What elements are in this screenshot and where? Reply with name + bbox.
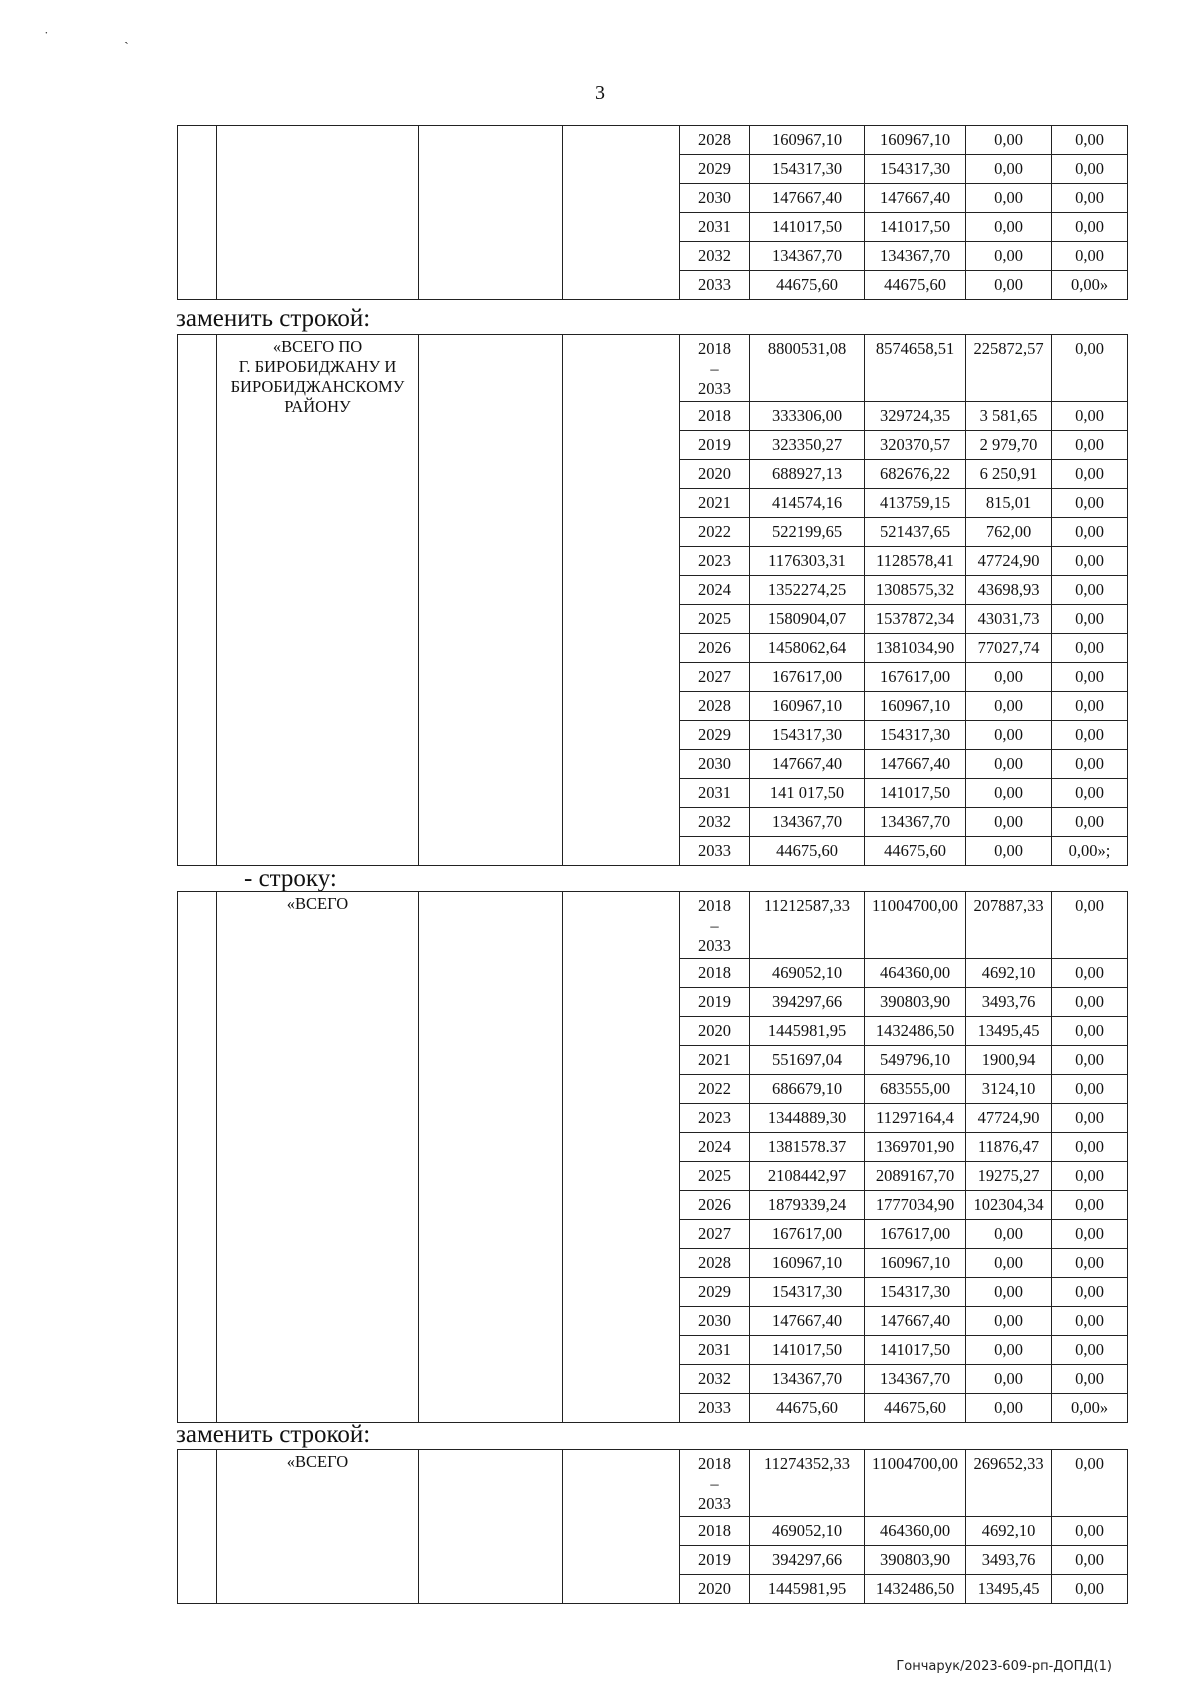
federal-amount-cell: 44675,60	[865, 1394, 966, 1423]
federal-amount-cell: 390803,90	[865, 988, 966, 1017]
total-amount-cell: 8800531,08	[750, 335, 865, 402]
source-cell	[563, 892, 680, 1423]
year-cell: 2021	[680, 1046, 750, 1075]
federal-amount-cell: 390803,90	[865, 1546, 966, 1575]
regional-amount-cell: 47724,90	[966, 547, 1052, 576]
year-range-part: 2018	[698, 339, 731, 358]
regional-amount-cell: 0,00	[966, 126, 1052, 155]
federal-amount-cell: 1308575,32	[865, 576, 966, 605]
year-cell: 2022	[680, 518, 750, 547]
federal-amount-cell: 11004700,00	[865, 892, 966, 959]
year-range-cell	[680, 892, 750, 959]
table-row-period-total	[178, 1450, 1128, 1517]
budget-table-fragment	[177, 125, 1128, 300]
federal-amount-cell: 1128578,41	[865, 547, 966, 576]
year-cell: 2024	[680, 576, 750, 605]
year-cell: 2022	[680, 1075, 750, 1104]
year-cell: 2018	[680, 1517, 750, 1546]
federal-amount-cell: 141017,50	[865, 779, 966, 808]
item-name-cell	[217, 1450, 419, 1604]
year-range-part: –	[710, 916, 719, 935]
regional-amount-cell: 47724,90	[966, 1104, 1052, 1133]
other-amount-cell: 0,00	[1052, 402, 1128, 431]
other-amount-cell: 0,00	[1052, 126, 1128, 155]
total-amount-cell: 688927,13	[750, 460, 865, 489]
item-name-cell	[217, 126, 419, 300]
budget-table-total-old	[177, 891, 1128, 1423]
year-cell: 2033	[680, 271, 750, 300]
total-amount-cell: 1352274,25	[750, 576, 865, 605]
year-cell: 2026	[680, 1191, 750, 1220]
source-cell	[563, 126, 680, 300]
row-number-cell	[178, 126, 217, 300]
executor-cell	[419, 1450, 563, 1604]
federal-amount-cell: 167617,00	[865, 1220, 966, 1249]
regional-amount-cell: 225872,57	[966, 335, 1052, 402]
regional-amount-cell: 19275,27	[966, 1162, 1052, 1191]
year-cell: 2023	[680, 547, 750, 576]
federal-amount-cell: 134367,70	[865, 1365, 966, 1394]
regional-amount-cell: 43698,93	[966, 576, 1052, 605]
executor-cell	[419, 335, 563, 866]
federal-amount-cell: 1432486,50	[865, 1575, 966, 1604]
regional-amount-cell: 762,00	[966, 518, 1052, 547]
other-amount-cell: 0,00	[1052, 1017, 1128, 1046]
year-cell: 2026	[680, 634, 750, 663]
regional-amount-cell: 0,00	[966, 1307, 1052, 1336]
row-number-cell	[178, 892, 217, 1423]
other-amount-cell: 0,00	[1052, 1220, 1128, 1249]
regional-amount-cell: 0,00	[966, 1336, 1052, 1365]
federal-amount-cell: 147667,40	[865, 184, 966, 213]
total-amount-cell: 323350,27	[750, 431, 865, 460]
regional-amount-cell: 3124,10	[966, 1075, 1052, 1104]
federal-amount-cell: 464360,00	[865, 1517, 966, 1546]
total-amount-cell: 522199,65	[750, 518, 865, 547]
source-cell	[563, 1450, 680, 1604]
regional-amount-cell: 77027,74	[966, 634, 1052, 663]
year-cell: 2032	[680, 808, 750, 837]
year-cell: 2030	[680, 750, 750, 779]
federal-amount-cell: 160967,10	[865, 1249, 966, 1278]
regional-amount-cell: 3 581,65	[966, 402, 1052, 431]
federal-amount-cell: 1432486,50	[865, 1017, 966, 1046]
other-amount-cell: 0,00	[1052, 1575, 1128, 1604]
year-cell: 2020	[680, 460, 750, 489]
regional-amount-cell: 11876,47	[966, 1133, 1052, 1162]
federal-amount-cell: 167617,00	[865, 663, 966, 692]
other-amount-cell: 0,00	[1052, 692, 1128, 721]
year-cell: 2030	[680, 184, 750, 213]
total-amount-cell: 1458062,64	[750, 634, 865, 663]
federal-amount-cell: 1537872,34	[865, 605, 966, 634]
total-amount-cell: 141017,50	[750, 1336, 865, 1365]
year-cell: 2025	[680, 1162, 750, 1191]
federal-amount-cell: 160967,10	[865, 692, 966, 721]
regional-amount-cell: 4692,10	[966, 1517, 1052, 1546]
item-name-line: «ВСЕГО	[286, 1452, 349, 1471]
other-amount-cell: 0,00	[1052, 721, 1128, 750]
regional-amount-cell: 269652,33	[966, 1450, 1052, 1517]
federal-amount-cell: 1369701,90	[865, 1133, 966, 1162]
total-amount-cell: 154317,30	[750, 721, 865, 750]
regional-amount-cell: 815,01	[966, 489, 1052, 518]
regional-amount-cell: 0,00	[966, 721, 1052, 750]
other-amount-cell: 0,00	[1052, 1133, 1128, 1162]
other-amount-cell: 0,00	[1052, 1075, 1128, 1104]
total-amount-cell: 394297,66	[750, 1546, 865, 1575]
other-amount-cell: 0,00»	[1052, 271, 1128, 300]
year-cell: 2028	[680, 126, 750, 155]
item-name-line: Г. БИРОБИДЖАНУ И	[238, 357, 397, 376]
table-row-period-total	[178, 335, 1128, 402]
other-amount-cell: 0,00	[1052, 1046, 1128, 1075]
other-amount-cell: 0,00	[1052, 1336, 1128, 1365]
total-amount-cell: 160967,10	[750, 1249, 865, 1278]
regional-amount-cell: 0,00	[966, 271, 1052, 300]
year-cell: 2020	[680, 1017, 750, 1046]
federal-amount-cell: 320370,57	[865, 431, 966, 460]
total-amount-cell: 147667,40	[750, 1307, 865, 1336]
regional-amount-cell: 0,00	[966, 1249, 1052, 1278]
federal-amount-cell: 464360,00	[865, 959, 966, 988]
year-range-part: 2018	[698, 896, 731, 915]
regional-amount-cell: 0,00	[966, 663, 1052, 692]
year-cell: 2033	[680, 837, 750, 866]
caption-row: - строку:	[244, 865, 337, 892]
year-cell: 2021	[680, 489, 750, 518]
budget-table-birobidzhan-total	[177, 334, 1128, 866]
total-amount-cell: 154317,30	[750, 155, 865, 184]
federal-amount-cell: 154317,30	[865, 1278, 966, 1307]
regional-amount-cell: 13495,45	[966, 1017, 1052, 1046]
regional-amount-cell: 207887,33	[966, 892, 1052, 959]
year-cell: 2024	[680, 1133, 750, 1162]
total-amount-cell: 1445981,95	[750, 1575, 865, 1604]
regional-amount-cell: 102304,34	[966, 1191, 1052, 1220]
other-amount-cell: 0,00»;	[1052, 837, 1128, 866]
total-amount-cell: 469052,10	[750, 959, 865, 988]
regional-amount-cell: 0,00	[966, 155, 1052, 184]
federal-amount-cell: 549796,10	[865, 1046, 966, 1075]
item-name-cell	[217, 892, 419, 1423]
table-row	[178, 126, 1128, 155]
federal-amount-cell: 1777034,90	[865, 1191, 966, 1220]
total-amount-cell: 1879339,24	[750, 1191, 865, 1220]
regional-amount-cell: 4692,10	[966, 959, 1052, 988]
year-cell: 2029	[680, 1278, 750, 1307]
year-range-cell	[680, 335, 750, 402]
other-amount-cell: 0,00	[1052, 1307, 1128, 1336]
regional-amount-cell: 6 250,91	[966, 460, 1052, 489]
total-amount-cell: 1580904,07	[750, 605, 865, 634]
year-cell: 2029	[680, 721, 750, 750]
other-amount-cell: 0,00	[1052, 242, 1128, 271]
regional-amount-cell: 0,00	[966, 750, 1052, 779]
federal-amount-cell: 141017,50	[865, 213, 966, 242]
federal-amount-cell: 134367,70	[865, 242, 966, 271]
year-range-part: 2033	[698, 1494, 731, 1513]
document-code: Гончарук/2023-609-рп-ДОПД(1)	[896, 1659, 1112, 1674]
year-range-part: –	[710, 359, 719, 378]
year-cell: 2031	[680, 1336, 750, 1365]
federal-amount-cell: 44675,60	[865, 271, 966, 300]
year-cell: 2027	[680, 1220, 750, 1249]
regional-amount-cell: 0,00	[966, 1394, 1052, 1423]
source-cell	[563, 335, 680, 866]
year-range-part: 2033	[698, 379, 731, 398]
year-cell: 2018	[680, 959, 750, 988]
federal-amount-cell: 154317,30	[865, 155, 966, 184]
other-amount-cell: 0,00	[1052, 779, 1128, 808]
year-cell: 2018	[680, 402, 750, 431]
federal-amount-cell: 11297164,4	[865, 1104, 966, 1133]
year-cell: 2032	[680, 242, 750, 271]
other-amount-cell: 0,00	[1052, 1517, 1128, 1546]
other-amount-cell: 0,00	[1052, 1450, 1128, 1517]
other-amount-cell: 0,00	[1052, 1365, 1128, 1394]
other-amount-cell: 0,00	[1052, 1278, 1128, 1307]
other-amount-cell: 0,00	[1052, 1249, 1128, 1278]
other-amount-cell: 0,00	[1052, 489, 1128, 518]
regional-amount-cell: 0,00	[966, 213, 1052, 242]
item-name-line: «ВСЕГО	[286, 894, 349, 913]
year-cell: 2029	[680, 155, 750, 184]
total-amount-cell: 551697,04	[750, 1046, 865, 1075]
total-amount-cell: 11212587,33	[750, 892, 865, 959]
federal-amount-cell: 141017,50	[865, 1336, 966, 1365]
executor-cell	[419, 892, 563, 1423]
federal-amount-cell: 134367,70	[865, 808, 966, 837]
other-amount-cell: 0,00	[1052, 460, 1128, 489]
total-amount-cell: 141017,50	[750, 213, 865, 242]
other-amount-cell: 0,00	[1052, 547, 1128, 576]
regional-amount-cell: 2 979,70	[966, 431, 1052, 460]
other-amount-cell: 0,00	[1052, 808, 1128, 837]
year-cell: 2019	[680, 988, 750, 1017]
other-amount-cell: 0,00	[1052, 959, 1128, 988]
other-amount-cell: 0,00	[1052, 155, 1128, 184]
item-name-cell	[217, 335, 419, 866]
other-amount-cell: 0,00	[1052, 335, 1128, 402]
other-amount-cell: 0,00	[1052, 431, 1128, 460]
total-amount-cell: 160967,10	[750, 126, 865, 155]
regional-amount-cell: 0,00	[966, 837, 1052, 866]
year-range-part: 2033	[698, 936, 731, 955]
regional-amount-cell: 0,00	[966, 692, 1052, 721]
year-cell: 2033	[680, 1394, 750, 1423]
other-amount-cell: 0,00	[1052, 663, 1128, 692]
regional-amount-cell: 13495,45	[966, 1575, 1052, 1604]
item-name-line: «ВСЕГО ПО	[272, 337, 363, 356]
total-amount-cell: 414574,16	[750, 489, 865, 518]
federal-amount-cell: 154317,30	[865, 721, 966, 750]
other-amount-cell: 0,00	[1052, 605, 1128, 634]
other-amount-cell: 0,00	[1052, 184, 1128, 213]
federal-amount-cell: 11004700,00	[865, 1450, 966, 1517]
year-cell: 2032	[680, 1365, 750, 1394]
federal-amount-cell: 682676,22	[865, 460, 966, 489]
year-range-part: –	[710, 1474, 719, 1493]
total-amount-cell: 469052,10	[750, 1517, 865, 1546]
federal-amount-cell: 44675,60	[865, 837, 966, 866]
total-amount-cell: 394297,66	[750, 988, 865, 1017]
regional-amount-cell: 0,00	[966, 184, 1052, 213]
federal-amount-cell: 683555,00	[865, 1075, 966, 1104]
row-number-cell	[178, 335, 217, 866]
year-cell: 2027	[680, 663, 750, 692]
other-amount-cell: 0,00	[1052, 518, 1128, 547]
year-cell: 2020	[680, 1575, 750, 1604]
caption-replace-with-row: заменить строкой:	[176, 305, 371, 332]
federal-amount-cell: 521437,65	[865, 518, 966, 547]
total-amount-cell: 1176303,31	[750, 547, 865, 576]
year-cell: 2025	[680, 605, 750, 634]
regional-amount-cell: 0,00	[966, 1220, 1052, 1249]
regional-amount-cell: 0,00	[966, 1278, 1052, 1307]
total-amount-cell: 1344889,30	[750, 1104, 865, 1133]
regional-amount-cell: 43031,73	[966, 605, 1052, 634]
regional-amount-cell: 0,00	[966, 808, 1052, 837]
regional-amount-cell: 0,00	[966, 242, 1052, 271]
year-range-cell	[680, 1450, 750, 1517]
federal-amount-cell: 8574658,51	[865, 335, 966, 402]
year-cell: 2023	[680, 1104, 750, 1133]
page-number: 3	[595, 82, 605, 104]
regional-amount-cell: 0,00	[966, 1365, 1052, 1394]
item-name-line: РАЙОНУ	[284, 397, 351, 416]
other-amount-cell: 0,00	[1052, 576, 1128, 605]
total-amount-cell: 167617,00	[750, 1220, 865, 1249]
year-cell: 2019	[680, 431, 750, 460]
total-amount-cell: 167617,00	[750, 663, 865, 692]
federal-amount-cell: 147667,40	[865, 1307, 966, 1336]
total-amount-cell: 147667,40	[750, 184, 865, 213]
total-amount-cell: 154317,30	[750, 1278, 865, 1307]
federal-amount-cell: 413759,15	[865, 489, 966, 518]
federal-amount-cell: 2089167,70	[865, 1162, 966, 1191]
year-cell: 2028	[680, 1249, 750, 1278]
total-amount-cell: 134367,70	[750, 1365, 865, 1394]
federal-amount-cell: 1381034,90	[865, 634, 966, 663]
total-amount-cell: 1381578.37	[750, 1133, 865, 1162]
total-amount-cell: 134367,70	[750, 242, 865, 271]
regional-amount-cell: 1900,94	[966, 1046, 1052, 1075]
regional-amount-cell: 3493,76	[966, 1546, 1052, 1575]
total-amount-cell: 44675,60	[750, 1394, 865, 1423]
table-row-period-total	[178, 892, 1128, 959]
total-amount-cell: 1445981,95	[750, 1017, 865, 1046]
year-cell: 2030	[680, 1307, 750, 1336]
total-amount-cell: 134367,70	[750, 808, 865, 837]
total-amount-cell: 2108442,97	[750, 1162, 865, 1191]
other-amount-cell: 0,00»	[1052, 1394, 1128, 1423]
other-amount-cell: 0,00	[1052, 750, 1128, 779]
regional-amount-cell: 3493,76	[966, 988, 1052, 1017]
year-cell: 2019	[680, 1546, 750, 1575]
other-amount-cell: 0,00	[1052, 988, 1128, 1017]
federal-amount-cell: 160967,10	[865, 126, 966, 155]
total-amount-cell: 333306,00	[750, 402, 865, 431]
other-amount-cell: 0,00	[1052, 1162, 1128, 1191]
total-amount-cell: 141 017,50	[750, 779, 865, 808]
caption-replace-with-row-2: заменить строкой:	[176, 1421, 371, 1448]
other-amount-cell: 0,00	[1052, 1104, 1128, 1133]
year-range-part: 2018	[698, 1454, 731, 1473]
item-name-line: БИРОБИДЖАНСКОМУ	[230, 377, 405, 396]
year-cell: 2031	[680, 779, 750, 808]
total-amount-cell: 44675,60	[750, 837, 865, 866]
total-amount-cell: 147667,40	[750, 750, 865, 779]
total-amount-cell: 686679,10	[750, 1075, 865, 1104]
budget-table-total-new	[177, 1449, 1128, 1604]
regional-amount-cell: 0,00	[966, 779, 1052, 808]
other-amount-cell: 0,00	[1052, 213, 1128, 242]
scan-marks: ˙ ˏ	[44, 30, 165, 45]
year-cell: 2031	[680, 213, 750, 242]
federal-amount-cell: 329724,35	[865, 402, 966, 431]
other-amount-cell: 0,00	[1052, 1546, 1128, 1575]
total-amount-cell: 160967,10	[750, 692, 865, 721]
executor-cell	[419, 126, 563, 300]
total-amount-cell: 44675,60	[750, 271, 865, 300]
other-amount-cell: 0,00	[1052, 634, 1128, 663]
total-amount-cell: 11274352,33	[750, 1450, 865, 1517]
row-number-cell	[178, 1450, 217, 1604]
year-cell: 2028	[680, 692, 750, 721]
other-amount-cell: 0,00	[1052, 1191, 1128, 1220]
federal-amount-cell: 147667,40	[865, 750, 966, 779]
other-amount-cell: 0,00	[1052, 892, 1128, 959]
